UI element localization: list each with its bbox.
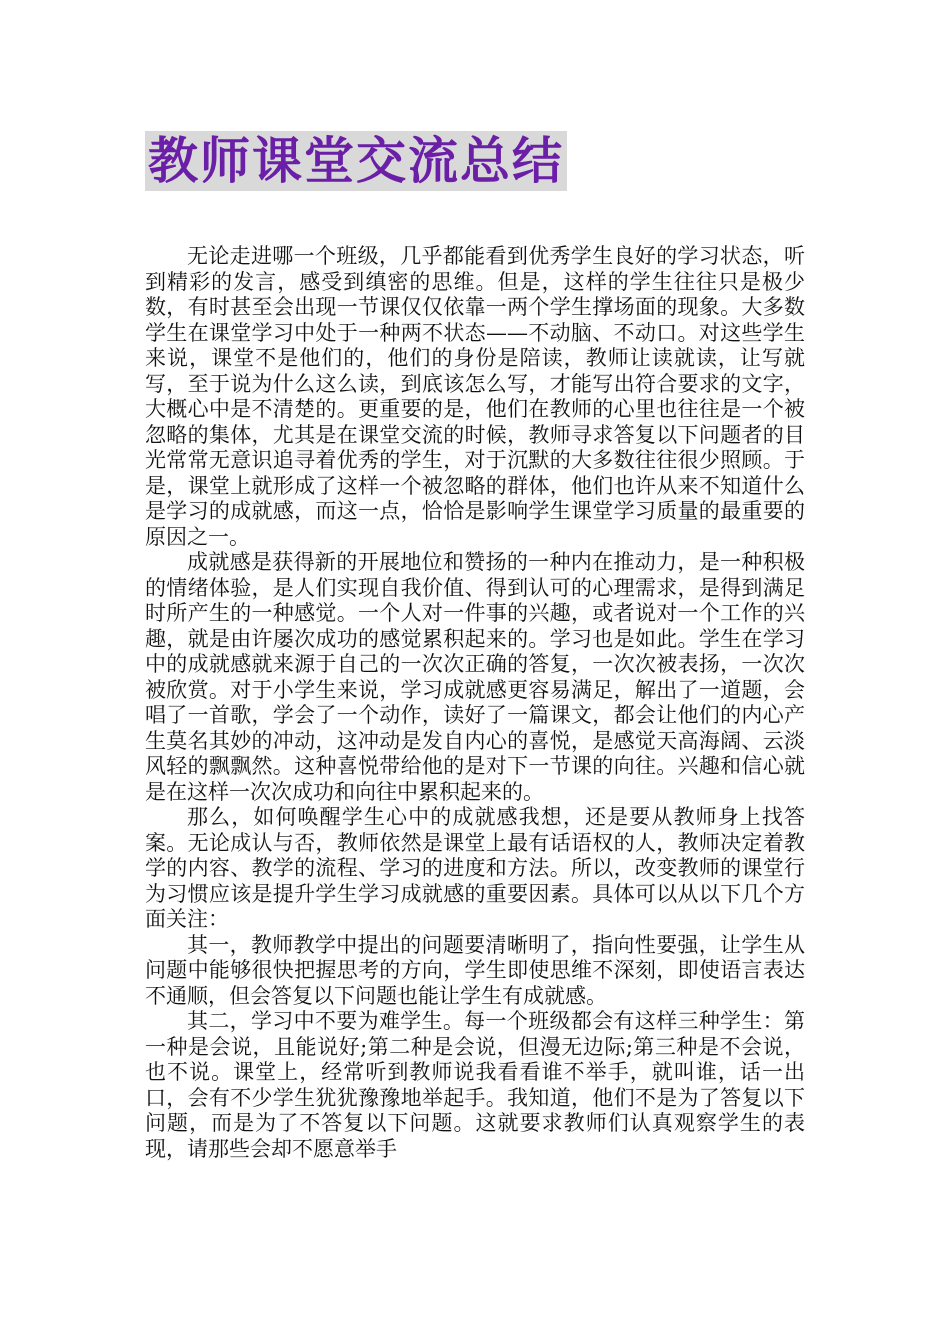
paragraph-5: 其二，学习中不要为难学生。每一个班级都会有这样三种学生：第一种是会说，且能说好;第二种是会说，但漫无边际;第三种是不会说，也不说。课堂上，经常听到教师说我看看谁不举手，就叫谁，话一出口，会有不少学生犹犹豫豫地举起手。我知道，他们不是为了答复以下问题，而是为了不答复以下问题。这就要求教师们认真观察学生的表现，请那些会却不愿意举手 [145,1009,805,1161]
document-body [145,244,805,1162]
paragraph-2: 成就感是获得新的开展地位和赞扬的一种内在推动力，是一种积极的情绪体验，是人们实现自我价值、得到认可的心理需求，是得到满足时所产生的一种感觉。一个人对一件事的兴趣，或者说对一个工作的兴趣，就是由许屡次成功的感觉累积起来的。学习也是如此。学生在学习中的成就感就来源于自己的一次次正确的答复，一次次被表扬，一次次被欣赏。对于小学生来说，学习成就感更容易满足，解出了一道题，会唱了一首歌，学会了一个动作，读好了一篇课文，都会让他们的内心产生莫名其妙的冲动，这冲动是发自内心的喜悦，是感觉天高海阔、云淡风轻的飘飘然。这种喜悦带给他的是对下一节课的向往。兴趣和信心就是在这样一次次成功和向往中累积起来的。 [145,550,805,804]
paragraph-1: 无论走进哪一个班级，几乎都能看到优秀学生良好的学习状态，听到精彩的发言，感受到缜密的思维。但是，这样的学生往往只是极少数，有时甚至会出现一节课仅仅依靠一两个学生撑场面的现象。大多数学生在课堂学习中处于一种两不状态——不动脑、不动口。对这些学生来说，课堂不是他们的，他们的身份是陪读，教师让读就读，让写就写，至于说为什么这么读，到底该怎么写，才能写出符合要求的文字，大概心中是不清楚的。更重要的是，他们在教师的心里也往往是一个被忽略的集体，尤其是在课堂交流的时候，教师寻求答复以下问题者的目光常常无意识追寻着优秀的学生，对于沉默的大多数往往很少照顾。于是，课堂上就形成了这样一个被忽略的群体，他们也许从来不知道什么是学习的成就感，而这一点，恰恰是影响学生课堂学习质量的最重要的原因之一。 [145,244,805,549]
title-highlight [145,131,567,191]
paragraph-4: 其一，教师教学中提出的问题要清晰明了，指向性要强，让学生从问题中能够很快把握思考的方向，学生即使思维不深刻，即使语言表达不通顺，但会答复以下问题也能让学生有成就感。 [145,932,805,1008]
document-title: 教师课堂交流总结 [148,132,564,190]
paragraph-3: 那么，如何唤醒学生心中的成就感我想，还是要从教师身上找答案。无论成认与否，教师依然是课堂上最有话语权的人，教师决定着教学的内容、教学的流程、学习的进度和方法。所以，改变教师的课堂行为习惯应该是提升学生学习成就感的重要因素。具体可以从以下几个方面关注： [145,805,805,931]
